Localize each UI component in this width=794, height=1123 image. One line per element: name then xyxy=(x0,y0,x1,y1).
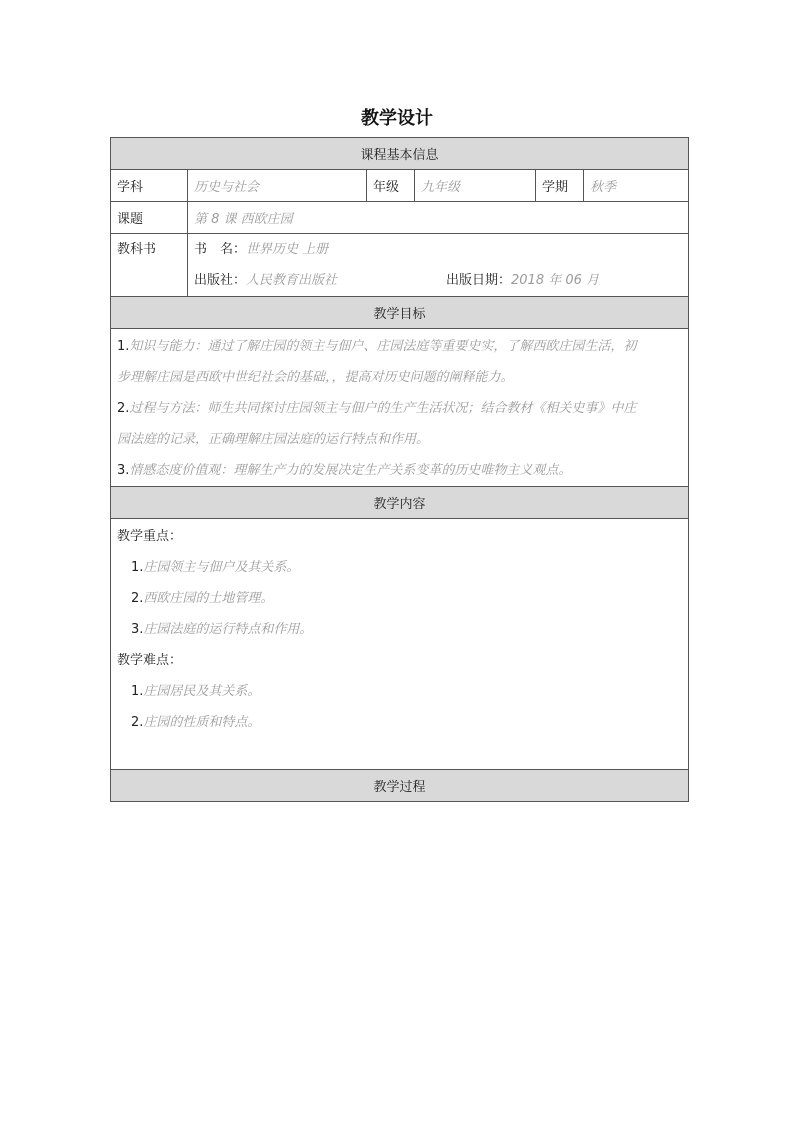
key-points-label: 教学重点： xyxy=(117,529,183,544)
item-number: 3. xyxy=(131,622,144,637)
objective-text: 过程与方法：师生共同探讨庄园领主与佃户的生产生活状况；结合教材《相关史事》中庄 xyxy=(129,401,637,416)
book-name-line xyxy=(194,234,682,265)
objective-number: 3. xyxy=(117,463,130,478)
item-number: 1. xyxy=(131,560,144,575)
objective-text: 知识与能力：通过了解庄园的领主与佃户、庄园法庭等重要史实，了解西欧庄园生活，初 xyxy=(129,339,637,354)
objective-item xyxy=(117,393,682,424)
topic-value: 第 8 课 西欧庄园 xyxy=(188,202,689,234)
item-number: 2. xyxy=(131,591,144,606)
objective-text: 情感态度价值观：理解生产力的发展决定生产关系变革的历史唯物主义观点。 xyxy=(129,463,572,478)
difficult-points-label: 教学难点： xyxy=(117,653,183,668)
textbook-label: 教科书 xyxy=(117,242,157,257)
objectives-cell xyxy=(111,329,689,487)
content-row xyxy=(111,519,689,770)
list-item xyxy=(117,614,682,645)
objectives-row xyxy=(111,329,689,487)
textbook-info-cell xyxy=(188,234,689,297)
publisher-value: 人民教育出版社 xyxy=(246,273,338,288)
book-name-label: 书 名： xyxy=(194,242,247,257)
subject-value: 历史与社会 xyxy=(188,170,367,202)
list-item xyxy=(117,707,682,738)
list-item xyxy=(117,583,682,614)
pub-date-label: 出版日期： xyxy=(446,273,512,288)
topic-label: 课题 xyxy=(111,202,188,234)
term-label: 学期 xyxy=(536,170,584,202)
publisher-label: 出版社： xyxy=(194,273,247,288)
term-value: 秋季 xyxy=(584,170,689,202)
subject-label: 学科 xyxy=(111,170,188,202)
item-text: 庄园的性质和特点。 xyxy=(143,715,261,730)
grade-label: 年级 xyxy=(367,170,415,202)
content-cell xyxy=(111,519,689,770)
topic-row xyxy=(111,202,689,234)
book-name-value: 世界历史 上册 xyxy=(246,242,329,257)
objective-item xyxy=(117,331,682,362)
objective-item xyxy=(117,455,682,486)
item-text: 庄园居民及其关系。 xyxy=(143,684,261,699)
list-item xyxy=(117,676,682,707)
basic-info-header: 课程基本信息 xyxy=(111,138,689,170)
subject-row xyxy=(111,170,689,202)
design-table xyxy=(110,137,689,802)
item-number: 2. xyxy=(131,715,144,730)
item-text: 西欧庄园的土地管理。 xyxy=(143,591,274,606)
process-header-row xyxy=(111,770,689,802)
item-text: 庄园领主与佃户及其关系。 xyxy=(143,560,300,575)
basic-info-header-row xyxy=(111,138,689,170)
list-item xyxy=(117,552,682,583)
textbook-label-cell xyxy=(111,234,188,297)
objective-number: 1. xyxy=(117,339,130,354)
objective-item-continued: 园法庭的记录，正确理解庄园法庭的运行特点和作用。 xyxy=(117,432,430,447)
content-header: 教学内容 xyxy=(111,487,689,519)
objective-item-continued: 步理解庄园是西欧中世纪社会的基础，，提高对历史问题的阐释能力。 xyxy=(117,370,514,385)
objective-number: 2. xyxy=(117,401,130,416)
item-number: 1. xyxy=(131,684,144,699)
pub-date-value: 2018 年 06 月 xyxy=(511,273,600,288)
process-header: 教学过程 xyxy=(111,770,689,802)
content-header-row xyxy=(111,487,689,519)
objectives-header: 教学目标 xyxy=(111,297,689,329)
textbook-row xyxy=(111,234,689,297)
page-title: 教学设计 xyxy=(361,108,433,129)
item-text: 庄园法庭的运行特点和作用。 xyxy=(143,622,313,637)
publisher-line xyxy=(194,265,682,296)
objectives-header-row xyxy=(111,297,689,329)
grade-value: 九年级 xyxy=(415,170,536,202)
